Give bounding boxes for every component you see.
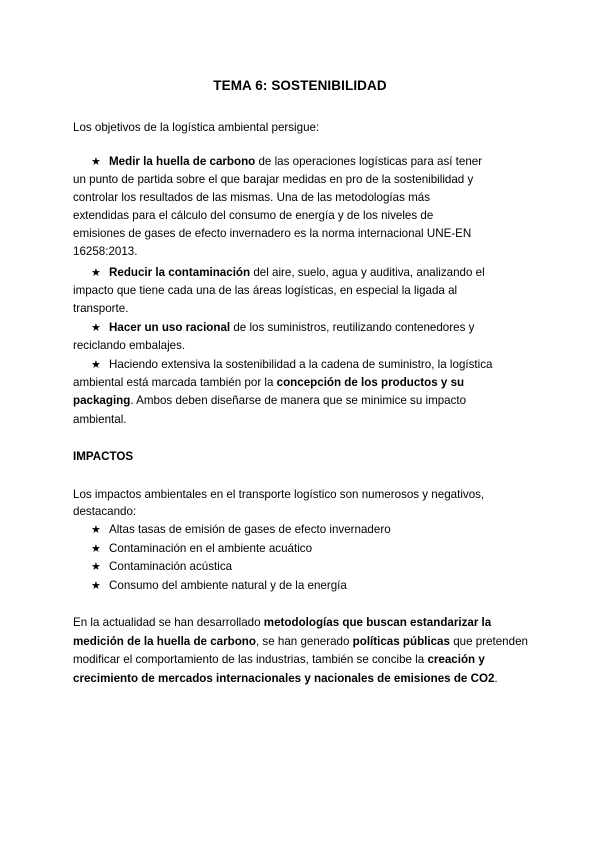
bullet-star-icon: ★: [91, 156, 101, 168]
objective-1-line-4: extendidas para el cálculo del consumo de energía y de los niveles de: [73, 209, 434, 222]
impact-item: Contaminación acústica: [109, 560, 233, 573]
impact-item: Altas tasas de emisión de gases de efecto invernadero: [109, 523, 391, 536]
bullet-star-icon: ★: [91, 580, 101, 592]
objective-4-line-4: ambiental.: [73, 413, 127, 426]
objective-2-line-2: impacto que tiene cada una de las áreas logísticas, en especial la ligada al: [73, 284, 458, 297]
objective-4-line-2: ambiental está marcada también por la concepción de los productos y su: [73, 376, 465, 389]
bullet-star-icon: ★: [91, 524, 101, 536]
bullet-star-icon: ★: [91, 359, 101, 371]
objective-2-line-3: transporte.: [73, 302, 129, 315]
objective-3-line-2: reciclando embalajes.: [73, 339, 186, 352]
bullet-star-icon: ★: [91, 267, 101, 279]
impact-item: Contaminación en el ambiente acuático: [109, 542, 313, 555]
intro-text: Los objetivos de la logística ambiental persigue:: [73, 121, 320, 134]
objective-1-line-3: controlar los resultados de las mismas. Una de las metodologías más: [73, 191, 430, 204]
objective-1-line-6: 16258:2013.: [73, 245, 138, 258]
closing-line-2: medición de la huella de carbono, se han generado políticas públicas que pretenden: [73, 635, 528, 648]
objective-1-line-1: Medir la huella de carbono de las operaciones logísticas para así tener: [109, 155, 483, 168]
objective-4-line-1: Haciendo extensiva la sostenibilidad a la cadena de suministro, la logística: [109, 358, 493, 371]
objective-4-line-3: packaging. Ambos deben diseñarse de manera que se minimice su impacto: [73, 394, 467, 407]
impactos-intro-line-1: Los impactos ambientales en el transporte logístico son numerosos y negativos,: [73, 488, 485, 501]
impact-item: Consumo del ambiente natural y de la energía: [109, 579, 347, 592]
objective-1-line-5: emisiones de gases de efecto invernadero es la norma internacional UNE-EN: [73, 227, 472, 240]
impactos-intro-line-2: destacando:: [73, 505, 137, 518]
bullet-star-icon: ★: [91, 561, 101, 573]
closing-line-4: crecimiento de mercados internacionales y nacionales de emisiones de CO2.: [73, 672, 498, 685]
objective-2-line-1: Reducir la contaminación del aire, suelo, agua y auditiva, analizando el: [109, 266, 485, 279]
closing-line-3: modificar el comportamiento de las industrias, también se concibe la creación y: [73, 653, 485, 666]
objective-3-line-1: Hacer un uso racional de los suministros, reutilizando contenedores y: [109, 321, 475, 334]
page-title: TEMA 6: SOSTENIBILIDAD: [213, 78, 387, 93]
section-heading-impactos: IMPACTOS: [73, 450, 134, 463]
closing-line-1: En la actualidad se han desarrollado metodologías que buscan estandarizar la: [73, 616, 492, 629]
objective-1-line-2: un punto de partida sobre el que barajar medidas en pro de la sostenibilidad y: [73, 173, 474, 186]
bullet-star-icon: ★: [91, 322, 101, 334]
bullet-star-icon: ★: [91, 543, 101, 555]
